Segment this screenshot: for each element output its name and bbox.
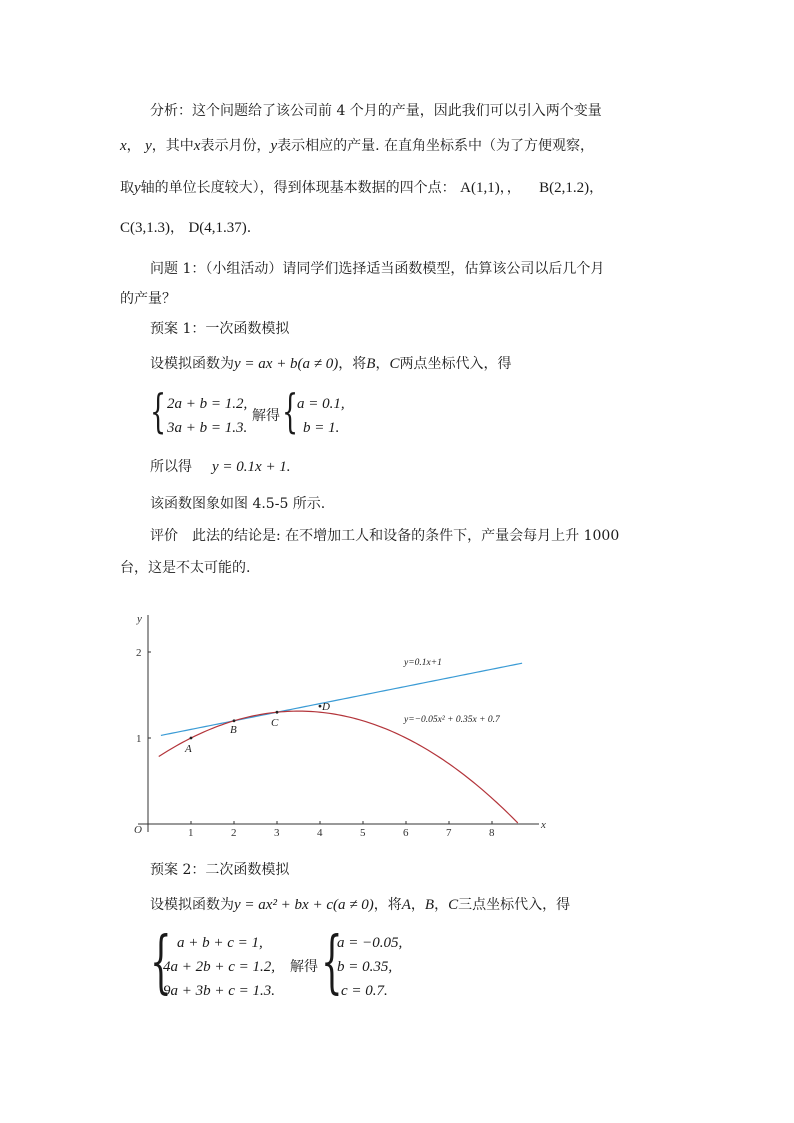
- analysis-line-3: [120, 181, 603, 196]
- comma: ，: [126, 138, 141, 154]
- text: ，将: [373, 897, 402, 913]
- analysis-line-1: 分析：这个问题给了该公司前 4 个月的产量，因此我们可以引入两个变量: [150, 103, 602, 119]
- var-y: y: [270, 138, 278, 154]
- text: 设模拟函数为: [150, 897, 234, 913]
- point-d: D(4,1.37): [188, 220, 247, 236]
- point-label-b: B: [230, 723, 237, 736]
- system-2-eq-1: a + b + c = 1,: [177, 935, 263, 951]
- axes: [134, 613, 546, 837]
- x-tick-label: 7: [446, 827, 452, 837]
- evaluation-line-2: 台，这是不太可能的.: [120, 560, 251, 576]
- solution-1-b: b = 1.: [303, 420, 340, 436]
- x-tick-label: 2: [231, 827, 237, 837]
- text: 两点坐标代入，得: [399, 356, 512, 372]
- solve-label-2: 解得: [290, 959, 318, 975]
- x-tick-label: 5: [360, 827, 366, 837]
- solve-label-1: 解得: [252, 408, 280, 424]
- point-c-label: C: [448, 897, 459, 913]
- analysis-line-2: [120, 139, 594, 154]
- point-c: C(3,1.3): [120, 220, 170, 236]
- text: 所以得: [150, 459, 192, 475]
- linear-model-formula: y = ax + b(a ≠ 0): [234, 356, 339, 372]
- x-tick-label: 8: [489, 827, 495, 837]
- point-b-label: B: [424, 897, 435, 913]
- text: 取: [120, 180, 134, 196]
- text: ，: [434, 897, 449, 913]
- quadratic-curve-label: y=−0.05x² + 0.35x + 0.7: [404, 715, 500, 725]
- curves: [159, 658, 522, 823]
- var-y: y: [145, 138, 152, 154]
- points: [184, 701, 330, 755]
- text: 表示相应的产量. 在直角坐标系中（为了方便观察，: [277, 138, 595, 154]
- sep: ，: [170, 220, 184, 236]
- plan-1-setup: [150, 357, 511, 372]
- x-tick-label: 3: [274, 827, 280, 837]
- plan-1-result: [150, 460, 291, 475]
- solution-2-brace: {: [321, 923, 343, 1002]
- point-d: [319, 705, 322, 708]
- plan-2-title: 预案 2：二次函数模拟: [150, 862, 290, 878]
- x-tick-label: 4: [317, 827, 323, 837]
- point-a: A(1,1): [460, 180, 500, 196]
- system-1-brace: {: [150, 384, 167, 438]
- period: .: [246, 220, 252, 236]
- linear-line-label: y=0.1x+1: [404, 658, 442, 668]
- x-axis-label: x: [541, 819, 546, 831]
- solution-2-b: b = 0.35,: [337, 959, 393, 975]
- text: ，将: [338, 356, 367, 372]
- solution-2-a: a = −0.05,: [337, 935, 403, 951]
- x-tick-label: 6: [403, 827, 409, 837]
- text: 三点坐标代入，得: [458, 897, 571, 913]
- point-label-c: C: [271, 717, 279, 730]
- x-tick-label: 1: [188, 827, 194, 837]
- system-2-brace: {: [150, 923, 172, 1002]
- var-x: x: [120, 138, 127, 154]
- system-2-eq-2: 4a + 2b + c = 1.2,: [163, 959, 276, 975]
- point-label-d: D: [322, 701, 330, 714]
- solution-1-brace: {: [282, 384, 299, 438]
- text: ，其中: [151, 138, 194, 154]
- point-b: [233, 719, 236, 722]
- point-c: [276, 711, 279, 714]
- plan-1-title: 预案 1：一次函数模拟: [150, 321, 290, 337]
- evaluation-line-1: 评价 此法的结论是: 在不增加工人和设备的条件下，产量会每月上升 1000: [150, 528, 620, 544]
- solution-2-c: c = 0.7.: [341, 983, 388, 999]
- point-b-label: B: [366, 356, 376, 372]
- y-tick-label: 2: [136, 647, 142, 659]
- question-1-line-1: 问题 1：（小组活动）请同学们选择适当函数模型，估算该公司以后几个月: [150, 261, 605, 277]
- system-1-eq-2: 3a + b = 1.3.: [167, 420, 248, 436]
- quadratic-curve: [159, 711, 518, 823]
- y-axis-label: y: [137, 613, 142, 625]
- var-y: y: [134, 180, 141, 196]
- system-2-eq-3: 9a + 3b + c = 1.3.: [163, 983, 276, 999]
- quadratic-model-formula: y = ax² + bx + c(a ≠ 0): [234, 897, 374, 913]
- var-x: x: [193, 138, 201, 154]
- point-a: [190, 737, 193, 740]
- analysis-line-4: [120, 221, 251, 236]
- point-b: B(2,1.2): [539, 180, 590, 196]
- sep: ，，: [499, 180, 521, 196]
- solution-1-a: a = 0.1,: [297, 396, 345, 412]
- text: 轴的单位长度较大），得到体现基本数据的四个点：: [140, 180, 456, 196]
- system-1-eq-1: 2a + b = 1.2,: [167, 396, 248, 412]
- question-1-line-2: 的产量？: [120, 291, 176, 307]
- figure-reference: 该函数图象如图 4.5-5 所示.: [150, 496, 326, 512]
- point-label-a: A: [185, 743, 192, 755]
- sep: ，: [589, 180, 604, 196]
- figure-4-5-5-graph: [120, 592, 550, 837]
- point-c-label: C: [389, 356, 400, 372]
- plan-2-setup: [150, 898, 570, 913]
- text: ，: [410, 897, 425, 913]
- y-tick-label: 1: [136, 733, 142, 745]
- text: 设模拟函数为: [150, 356, 234, 372]
- point-a-label: A: [401, 897, 411, 913]
- text: ，: [375, 356, 390, 372]
- linear-result-formula: y = 0.1x + 1.: [212, 459, 291, 475]
- origin-label: O: [134, 824, 142, 836]
- text: 表示月份，: [200, 138, 271, 154]
